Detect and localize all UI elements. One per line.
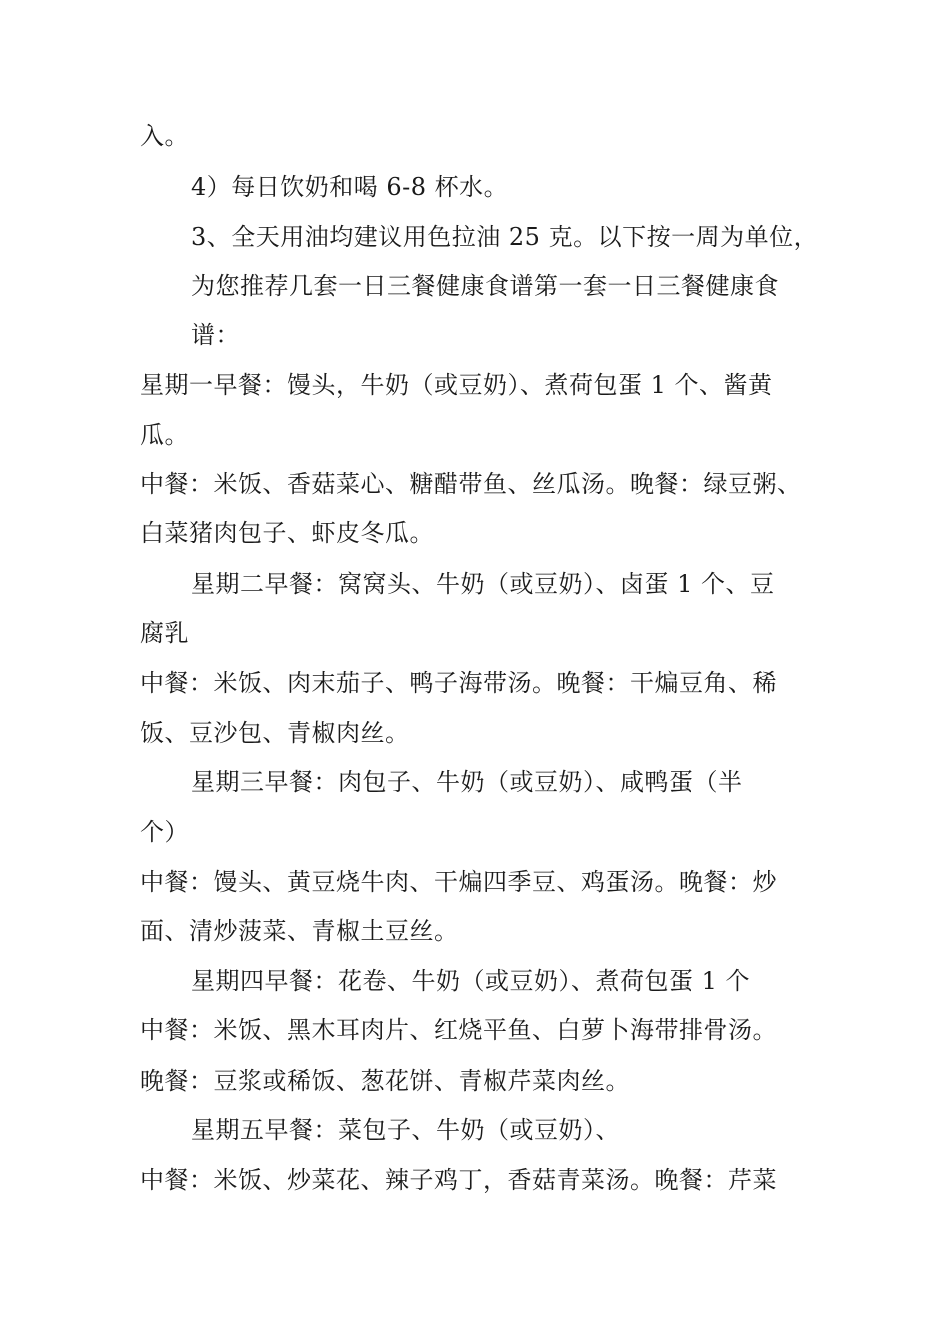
text-line: 中餐：米饭、炒菜花、辣子鸡丁，香菇青菜汤。晚餐：芹菜 <box>140 1166 777 1194</box>
text-line: 4）每日饮奶和喝 6-8 杯水。 <box>191 173 509 201</box>
text-line: 晚餐：豆浆或稀饭、葱花饼、青椒芹菜肉丝。 <box>140 1067 630 1095</box>
text-line: 中餐：米饭、黑木耳肉片、红烧平鱼、白萝卜海带排骨汤。 <box>140 1016 777 1044</box>
text-line: 星期四早餐：花卷、牛奶（或豆奶）、煮荷包蛋 1 个 <box>191 967 751 995</box>
text-line: 星期三早餐：肉包子、牛奶（或豆奶）、咸鸭蛋（半 <box>191 768 743 796</box>
text-line: 3、全天用油均建议用色拉油 25 克。以下按一周为单位， <box>191 223 819 251</box>
text-line: 星期二早餐：窝窝头、牛奶（或豆奶）、卤蛋 1 个、豆 <box>191 570 775 598</box>
text-line: 瓜。 <box>140 421 189 449</box>
text-line: 腐乳 <box>140 619 189 647</box>
text-line: 中餐：馒头、黄豆烧牛肉、干煸四季豆、鸡蛋汤。晚餐：炒 <box>140 868 777 896</box>
text-line: 谱： <box>191 321 240 349</box>
text-line: 入。 <box>140 122 189 150</box>
text-line: 星期五早餐：菜包子、牛奶（或豆奶）、 <box>191 1116 620 1144</box>
text-line: 中餐：米饭、香菇菜心、糖醋带鱼、丝瓜汤。晚餐：绿豆粥、 <box>140 470 802 498</box>
text-line: 饭、豆沙包、青椒肉丝。 <box>140 719 410 747</box>
text-line: 星期一早餐：馒头，牛奶（或豆奶）、煮荷包蛋 1 个、酱黄 <box>140 371 773 399</box>
text-line: 白菜猪肉包子、虾皮冬瓜。 <box>140 519 434 547</box>
text-line: 个） <box>140 818 189 846</box>
text-line: 为您推荐几套一日三餐健康食谱第一套一日三餐健康食 <box>191 272 779 300</box>
text-line: 面、清炒菠菜、青椒土豆丝。 <box>140 917 459 945</box>
text-line: 中餐：米饭、肉末茄子、鸭子海带汤。晚餐：干煸豆角、稀 <box>140 669 777 697</box>
